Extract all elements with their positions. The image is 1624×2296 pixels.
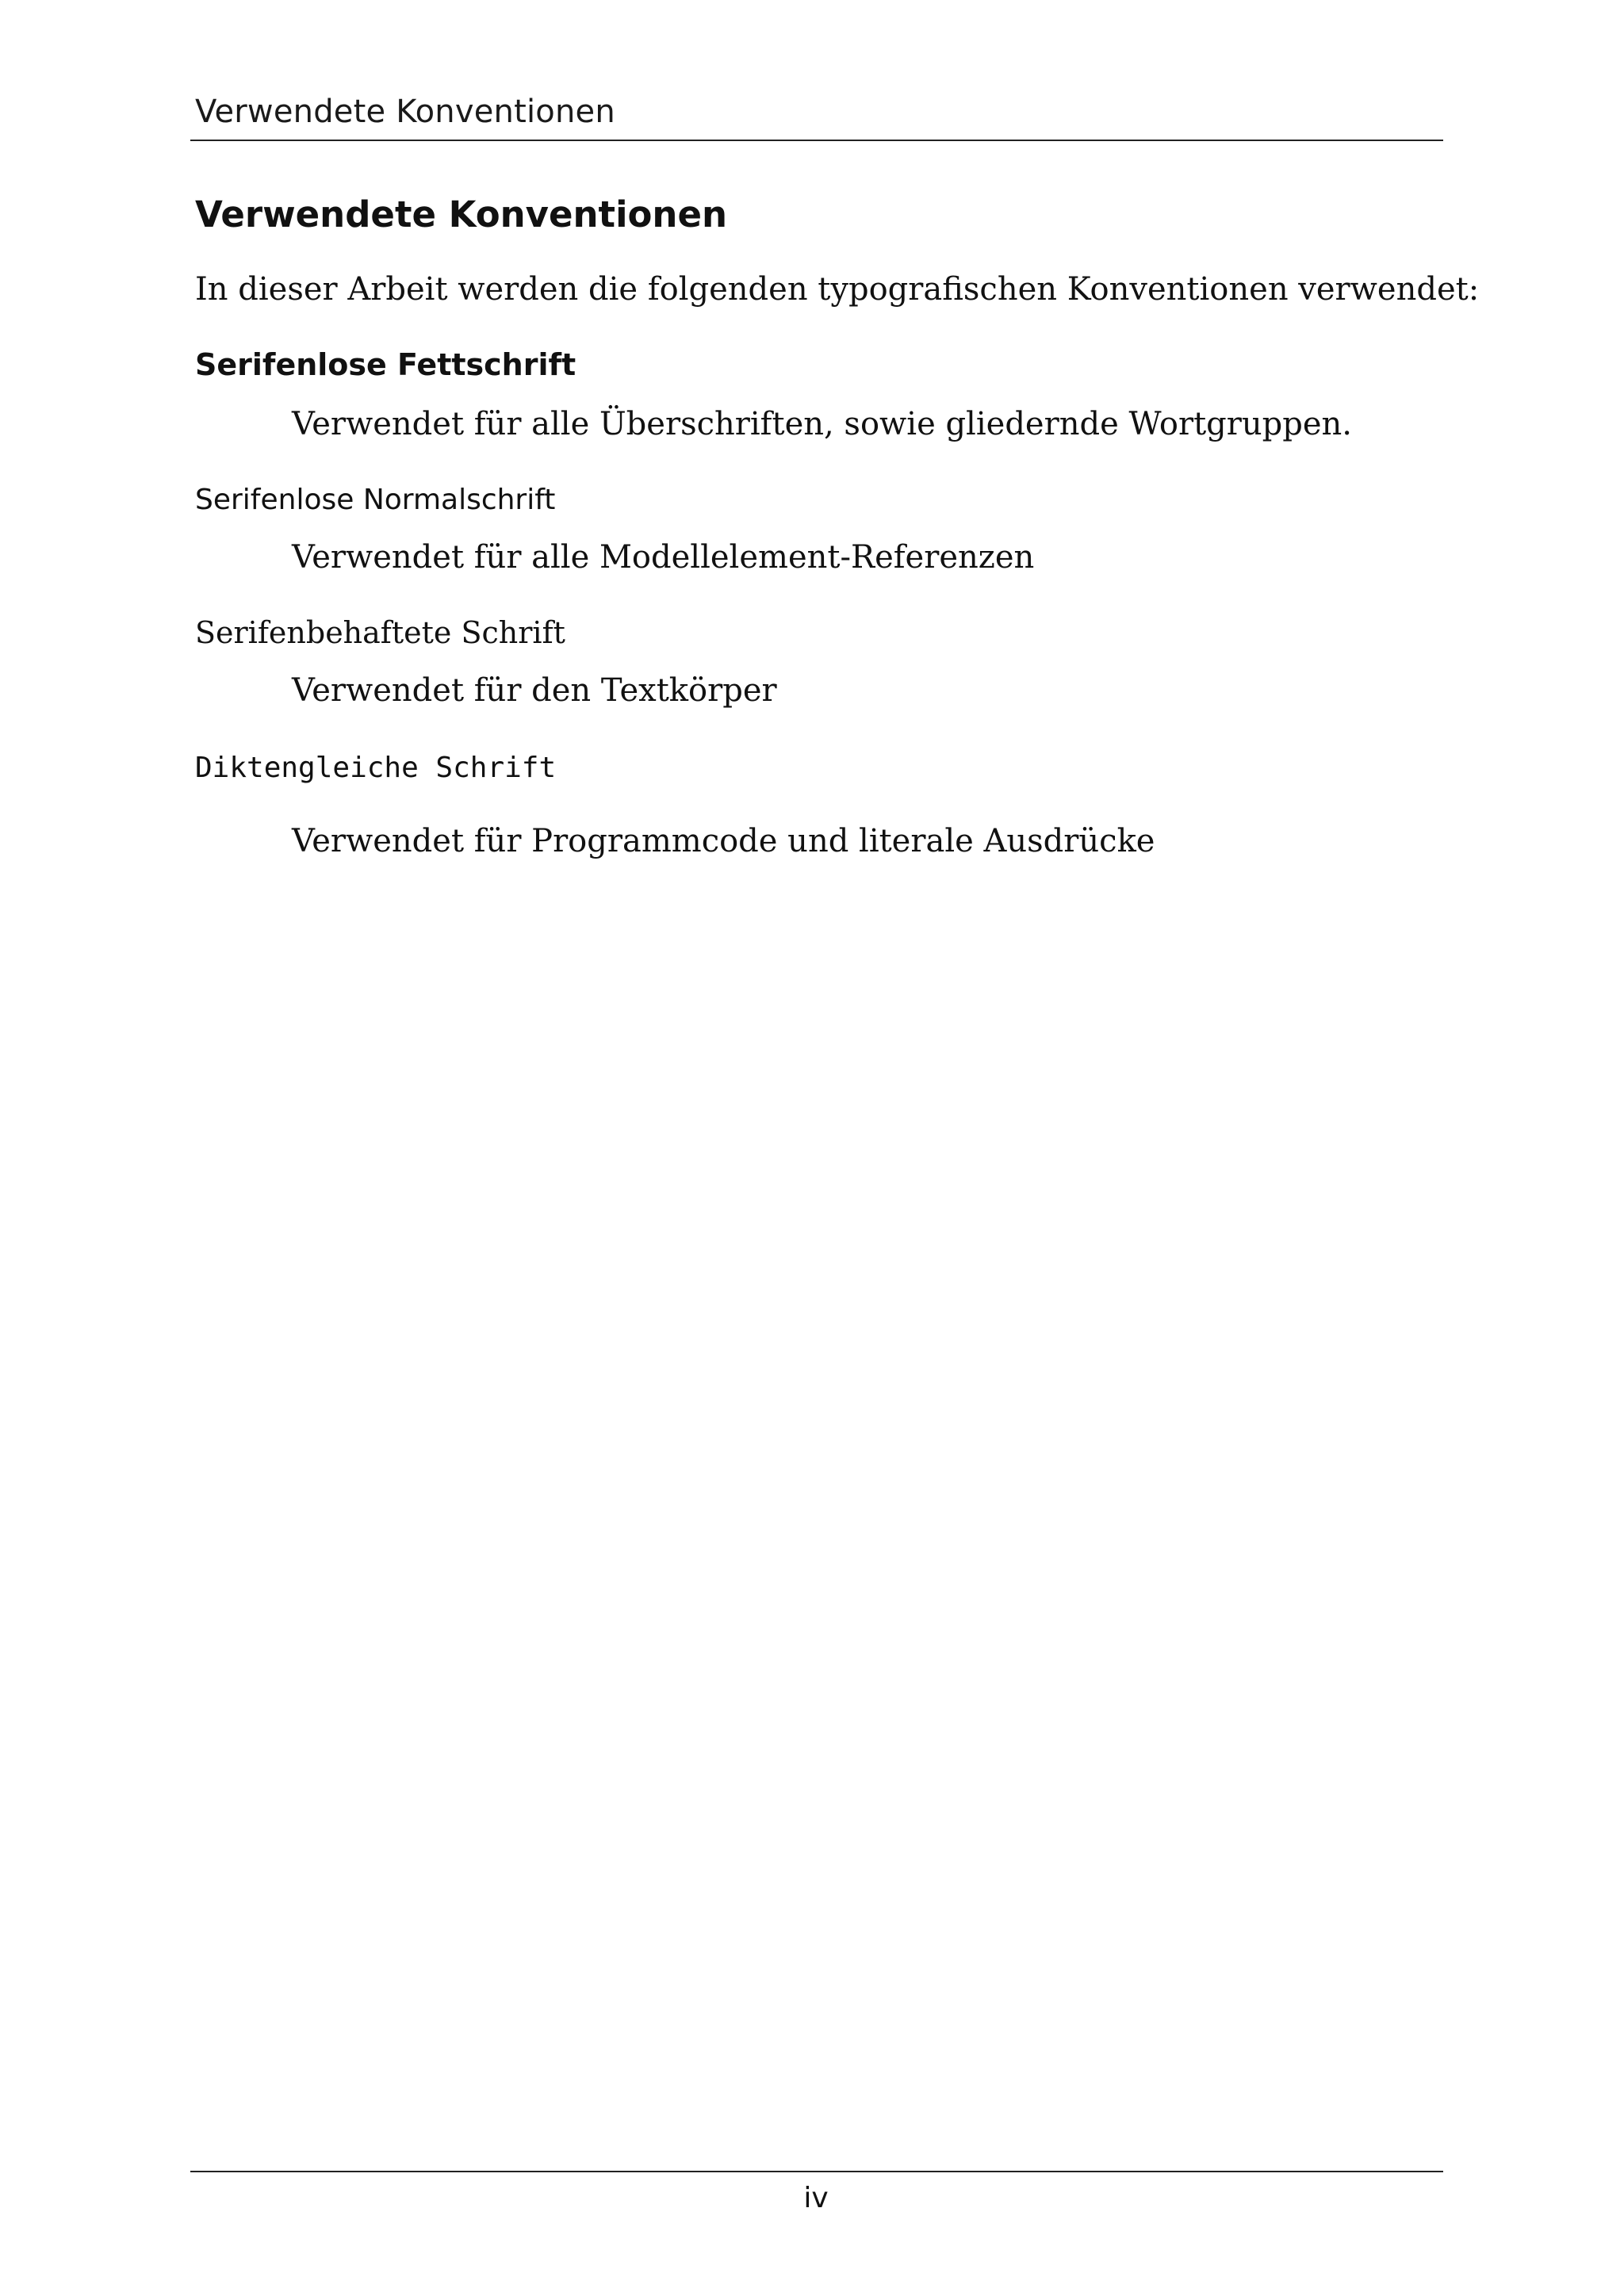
page-number: iv: [803, 2182, 829, 2214]
convention-description-bold-sans: Verwendet für alle Überschriften, sowie gliedernde Wortgruppen.: [292, 406, 1352, 442]
section-title: Verwendete Konventionen: [195, 193, 728, 235]
convention-description-monospace: Verwendet für Programmcode und literale Ausdrücke: [292, 823, 1155, 859]
running-header: Verwendete Konventionen: [195, 94, 615, 130]
intro-paragraph: In dieser Arbeit werden die folgenden typografischen Konventionen verwendet:: [195, 271, 1480, 308]
convention-term-regular-sans: Serifenlose Normalschrift: [195, 484, 556, 516]
convention-description-regular-sans: Verwendet für alle Modellelement-Referenzen: [292, 539, 1035, 576]
header-rule: [190, 140, 1443, 141]
convention-term-monospace: Diktengleiche Schrift: [195, 752, 557, 784]
footer-rule: [190, 2171, 1443, 2172]
convention-description-serif: Verwendet für den Textkörper: [292, 672, 777, 709]
convention-term-serif: Serifenbehaftete Schrift: [195, 615, 565, 650]
convention-term-bold-sans: Serifenlose Fettschrift: [195, 347, 576, 382]
